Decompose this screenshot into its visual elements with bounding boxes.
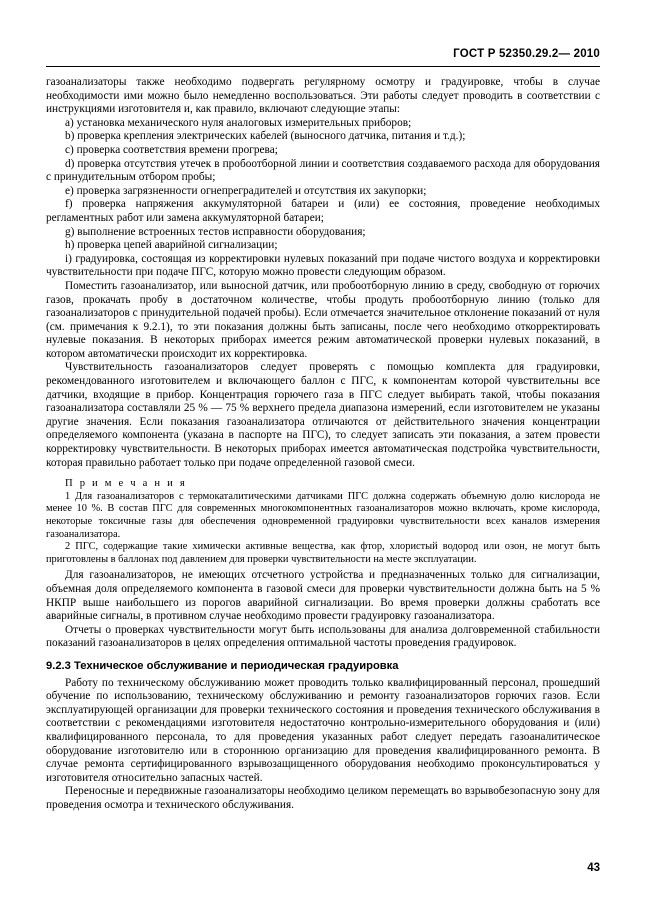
paragraph-sensitivity: Чувствительность газоанализаторов следует проверять с помощью комплекта для градуировки, рекомендованного изготовителем и включающего баллон с ПГС, к компонентам которой чувствительны все датчики, входящие в прибор. Концентрация горючего газа в ПГС следует выбирать такой, чтобы показания газоанализатора составляли 25 % — 75 % верхнего предела диапазона измерений, если изготовителем не указаны другие значения. Если показания газоанализатора отличаются от действительного значения концентрации определяемого компонента (указана в паспорте на ПГС), то следует записать эти показания, а затем провести корректировку чувствительности. В некоторых приборах имеется автоматическая подстройка чувствительности, которая правильно работает только при подаче определенной газовой смеси. [46, 361, 600, 469]
list-item-g: g) выполнение встроенных тестов исправности оборудования; [65, 225, 366, 238]
note-2: 2 ПГС, содержащие такие химически активные вещества, как фтор, хлористый водород или озон, не могут быть приготовлены в баллонах под давлением для проверки чувствительности на месте эксплуатации. [46, 541, 600, 565]
paragraph-reports: Отчеты о проверках чувствительности могут быть использованы для анализа долговременной стабильности показаний газоанализаторов в целях определения оптимальной частоты проведения градуировок. [46, 623, 600, 650]
paragraph-portable: Переносные и передвижные газоанализаторы необходимо целиком перемещать во взрывобезопасную зону для проведения осмотра и технического обслуживания. [46, 785, 600, 811]
section-heading-9-2-3: 9.2.3 Техническое обслуживание и периодическая градуировка [46, 659, 399, 672]
header-divider-rule [46, 66, 600, 67]
list-item-h: h) проверка цепей аварийной сигнализации; [65, 239, 278, 252]
note-1: 1 Для газоанализаторов с термокаталитическими датчиками ПГС должна содержать объемную долю кислорода не менее 10 %. В состав ПГС для современных многокомпонентных газоанализаторов можно включать, кроме кислорода, некоторые токсичные газы для обеспечения одновременной градуировки чувствительности всех каналов измерения газоанализатора. [46, 490, 600, 540]
paragraph-intro: газоанализаторы также необходимо подвергать регулярному осмотру и градуировке, чтобы в случае необходимости ими можно было немедленно воспользоваться. Эти работы следует проводить в соответствии с инструкциями изготовителя и, как правило, включают следующие этапы: [46, 76, 600, 116]
page-number: 43 [587, 862, 600, 874]
list-item-f: f) проверка напряжения аккумуляторной батареи и (или) ее состояния, проведение необходимых регламентных работ или замена аккумуляторной батареи; [46, 198, 600, 224]
page-header-standard-number: ГОСТ Р 52350.29.2— 2010 [453, 48, 600, 60]
paragraph-placement: Поместить газоанализатор, или выносной датчик, или пробоотборную линию в среду, свободную от горючих газов, прокачать пробу в достаточном количестве, чтобы продуть пробоотборную линию (только для газоанализаторов с принудительной подачей пробы). Если отмечается значительное отклонение показаний от нуля (см. примечания к 9.2.1), то эти показания должны быть записаны, после чего необходимо откорректировать нулевые показания. В некоторых приборах имеется режим автоматической проверки нулевых показаний, в котором автоматически происходит их корректировка. [46, 279, 600, 360]
page-body [46, 76, 600, 812]
list-item-a: a) установка механического нуля аналоговых измерительных приборов; [65, 116, 412, 129]
paragraph-alarm-only-devices: Для газоанализаторов, не имеющих отсчетного устройства и предназначенных только для сигнализации, объемная доля определяемого компонента в газовой смеси для проверки чувствительности должна быть на 5 % НКПР выше наибольшего из порогов аварийной сигнализации. Во время проверки должны сработать все аварийные сигналы, в противном случае необходимо провести градуировку газоанализатора. [46, 569, 600, 623]
list-item-e: e) проверка загрязненности огнепреградителей и отсутствия их закупорки; [65, 184, 427, 197]
list-item-b: b) проверка крепления электрических кабелей (выносного датчика, питания и т.д.); [65, 130, 466, 143]
list-item-d: d) проверка отсутствия утечек в пробоотборной линии и соответствия создаваемого расхода для оборудования с принудительным отбором пробы; [46, 157, 600, 184]
list-item-c: c) проверка соответствия времени прогрева; [65, 143, 278, 156]
list-item-i: i) градуировка, состоящая из корректировки нулевых показаний при подаче чистого воздуха и корректировки чувствительности при подаче ПГС, которую можно провести следующим образом. [46, 252, 600, 279]
paragraph-maintenance: Работу по техническому обслуживанию может проводить только квалифицированный персонал, прошедший обучение по использованию, техническому обслуживанию и ремонту газоанализаторов горючих газов. Если эксплуатирующей организации для проверки технического состояния и проведения технического обслуживания в соответствии с рекомендациями изготовителя недостаточно контрольно-измерительного оборудования и (или) квалифицированного персонала, то для проведения указанных работ следует передать газоаналитическое оборудование изготовителю или в стороннюю организацию для проведения квалифицированного ремонта. В случае ремонта сертифицированного взрывозащищенного оборудования необходимо проконсультироваться у изготовителя относительно запасных частей. [46, 676, 600, 784]
notes-title: П р и м е ч а н и я [65, 478, 187, 490]
